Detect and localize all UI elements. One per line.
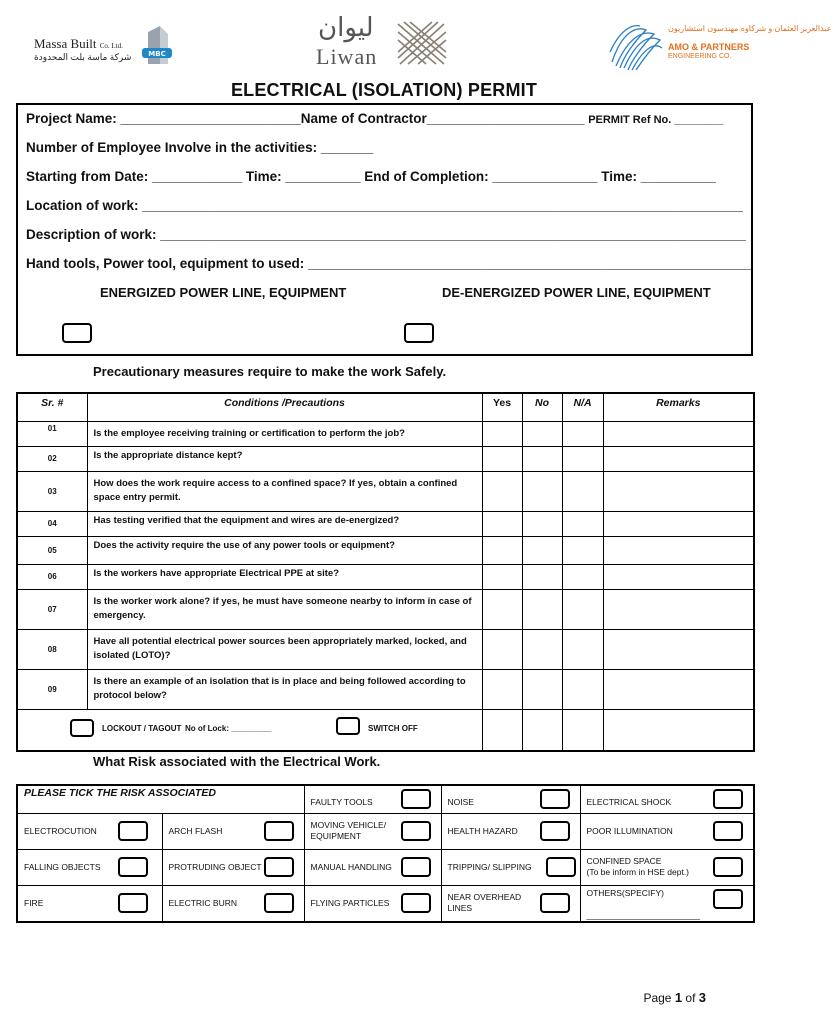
risk-checkbox[interactable]: [118, 893, 148, 913]
employee-count-field[interactable]: Number of Employee Involve in the activities: _______: [26, 140, 374, 155]
no-cell[interactable]: [522, 421, 562, 446]
yes-header: Yes: [482, 393, 522, 421]
risk-label: FALLING OBJECTS: [24, 861, 101, 872]
no-cell[interactable]: [522, 446, 562, 471]
table-row: [17, 471, 754, 511]
risk-checkbox[interactable]: [264, 821, 294, 841]
conditions-header: Conditions /Precautions: [87, 393, 482, 421]
remarks-cell[interactable]: [603, 471, 754, 511]
liwan-latin: Liwan: [316, 44, 378, 69]
remarks-cell[interactable]: [603, 589, 754, 629]
permit-ref-field[interactable]: PERMIT Ref No. ________: [588, 114, 724, 126]
deenergized-label: DE-ENERGIZED POWER LINE, EQUIPMENT: [442, 285, 711, 300]
na-cell[interactable]: [562, 446, 603, 471]
condition-text: Is the worker work alone? if yes, he must have someone nearby to inform in case of emergency.: [87, 589, 482, 629]
liwan-weave-icon: [396, 20, 448, 66]
table-row: [17, 849, 754, 885]
massa-badge-text: MBC: [148, 50, 166, 58]
risk-checkbox[interactable]: [713, 857, 743, 877]
row-number: 06: [17, 564, 87, 589]
na-cell[interactable]: [562, 709, 603, 751]
na-cell[interactable]: [562, 421, 603, 446]
risk-checkbox[interactable]: [264, 857, 294, 877]
row-number: 03: [17, 471, 87, 511]
page-number: [643, 990, 706, 1005]
condition-text: How does the work require access to a confined space? If yes, obtain a confined space entry permit.: [87, 471, 482, 511]
lockout-cell: [17, 709, 482, 751]
lock-count-field[interactable]: No of Lock: _________: [185, 723, 272, 733]
risk-label: FIRE: [24, 897, 44, 908]
condition-text: Is the employee receiving training or certification to perform the job?: [87, 421, 482, 446]
yes-cell[interactable]: [482, 536, 522, 564]
risk-cell[interactable]: [304, 813, 441, 849]
na-cell[interactable]: [562, 511, 603, 536]
risk-cell[interactable]: [17, 849, 162, 885]
yes-cell[interactable]: [482, 589, 522, 629]
table-row: [17, 511, 754, 536]
na-cell[interactable]: [562, 564, 603, 589]
risk-cell[interactable]: [162, 849, 304, 885]
others-specify-field[interactable]: ________________________: [586, 909, 700, 920]
risk-label: HEALTH HAZARD: [447, 825, 518, 836]
lockout-options: [18, 710, 482, 750]
risk-cell[interactable]: [580, 849, 754, 885]
page-total: 3: [698, 990, 706, 1005]
remarks-cell[interactable]: [603, 446, 754, 471]
risk-label: CONFINED SPACE: [586, 856, 662, 866]
risk-header: PLEASE TICK THE RISK ASSOCIATED: [17, 785, 304, 813]
condition-text: Does the activity require the use of any power tools or equipment?: [87, 536, 482, 564]
tools-field[interactable]: Hand tools, Power tool, equipment to used: ___________________________________________________________: [26, 256, 751, 271]
project-name-field[interactable]: Project Name: ________________________Name of Contractor_____________________: [26, 111, 585, 126]
risk-cell[interactable]: [441, 785, 580, 813]
risk-cell[interactable]: [580, 785, 754, 813]
risk-caption: What Risk associated with the Electrical Work.: [93, 754, 381, 769]
massa-suffix: Co. Ltd.: [99, 42, 123, 50]
na-cell[interactable]: [562, 471, 603, 511]
risk-label: POOR ILLUMINATION: [586, 825, 673, 836]
precaution-caption: Precautionary measures require to make the work Safely.: [93, 364, 447, 379]
massa-name: Massa Built: [34, 36, 97, 51]
no-cell[interactable]: [522, 709, 562, 751]
risk-cell[interactable]: [580, 813, 754, 849]
description-field[interactable]: Description of work: ______________________________________________________________________________: [26, 227, 746, 242]
condition-text: Has testing verified that the equipment and wires are de-energized?: [87, 511, 482, 536]
row-number: 01: [17, 421, 87, 446]
risk-cell[interactable]: [304, 885, 441, 922]
row-number: 09: [17, 669, 87, 709]
table-row: [17, 421, 754, 446]
yes-cell[interactable]: [482, 564, 522, 589]
condition-text: Is the workers have appropriate Electrical PPE at site?: [87, 564, 482, 589]
risk-checkbox[interactable]: [540, 893, 570, 913]
row-number: 08: [17, 629, 87, 669]
amo-partners-logo: [606, 20, 832, 74]
condition-text: Is the appropriate distance kept?: [87, 446, 482, 471]
risk-cell[interactable]: [162, 813, 304, 849]
na-cell[interactable]: [562, 629, 603, 669]
lockout-checkbox[interactable]: [70, 719, 94, 737]
no-cell[interactable]: [522, 629, 562, 669]
no-cell[interactable]: [522, 589, 562, 629]
risk-label: ELECTRIC BURN: [168, 897, 237, 908]
table-row: [17, 785, 754, 813]
remarks-cell[interactable]: [603, 709, 754, 751]
table-row: [17, 589, 754, 629]
remarks-cell[interactable]: [603, 669, 754, 709]
risk-checkbox[interactable]: [713, 821, 743, 841]
amo-name: AMO & PARTNERS: [668, 42, 750, 52]
risk-cell[interactable]: [304, 785, 441, 813]
risk-checkbox[interactable]: [401, 821, 431, 841]
risk-checkbox[interactable]: [264, 893, 294, 913]
precautions-table: [16, 392, 755, 752]
risk-checkbox[interactable]: [118, 857, 148, 877]
row-number: 02: [17, 446, 87, 471]
na-cell[interactable]: [562, 669, 603, 709]
massa-building-icon: [138, 24, 174, 66]
page-current: 1: [674, 990, 683, 1005]
no-cell[interactable]: [522, 669, 562, 709]
switch-off-label: SWITCH OFF: [368, 723, 418, 733]
sr-header: Sr. #: [17, 393, 87, 421]
table-row: [17, 564, 754, 589]
risk-label: NOISE: [447, 796, 474, 807]
liwan-arabic: ليوان: [318, 12, 374, 42]
risk-label: PROTRUDING OBJECT: [168, 861, 262, 872]
na-cell[interactable]: [562, 536, 603, 564]
no-header: No: [522, 393, 562, 421]
risk-cell[interactable]: [304, 849, 441, 885]
risk-checkbox[interactable]: [713, 789, 743, 809]
risk-label: FAULTY TOOLS: [310, 796, 373, 807]
risk-checkbox[interactable]: [401, 857, 431, 877]
risk-cell[interactable]: [441, 885, 580, 922]
table-header-row: [17, 393, 754, 421]
table-row: [17, 885, 754, 922]
risk-table: [16, 784, 755, 923]
table-row: [17, 629, 754, 669]
risk-checkbox[interactable]: [401, 789, 431, 809]
remarks-cell[interactable]: [603, 421, 754, 446]
na-cell[interactable]: [562, 589, 603, 629]
risk-label: MANUAL HANDLING: [310, 861, 392, 872]
row-number: 05: [17, 536, 87, 564]
no-cell[interactable]: [522, 536, 562, 564]
yes-cell[interactable]: [482, 669, 522, 709]
project-contractor-line[interactable]: [26, 111, 723, 126]
yes-cell[interactable]: [482, 421, 522, 446]
risk-checkbox[interactable]: [118, 821, 148, 841]
date-time-field[interactable]: Starting from Date: ____________ Time: __________ End of Completion: ______________ Time: __________: [26, 169, 716, 184]
risk-cell[interactable]: [580, 885, 754, 922]
risk-checkbox[interactable]: [540, 821, 570, 841]
massa-arabic: شركة ماسة بلت المحدودة: [34, 52, 132, 62]
row-number: 07: [17, 589, 87, 629]
remarks-cell[interactable]: [603, 629, 754, 669]
amo-sub: ENGINEERING CO.: [668, 53, 732, 60]
risk-label: ELECTROCUTION: [24, 825, 97, 836]
risk-label: OTHERS(SPECIFY): [586, 887, 664, 898]
amo-arabic: عبدالعزيز العثمان و شركاوه مهندسون استشاريون: [668, 24, 832, 33]
risk-cell[interactable]: [441, 849, 580, 885]
row-number: 04: [17, 511, 87, 536]
energized-label: ENERGIZED POWER LINE, EQUIPMENT: [100, 285, 347, 300]
amo-scribble-icon: [606, 22, 666, 74]
remarks-cell[interactable]: [603, 564, 754, 589]
no-cell[interactable]: [522, 564, 562, 589]
of-word: of: [685, 991, 696, 1005]
remarks-header: Remarks: [603, 393, 754, 421]
page-title: ELECTRICAL (ISOLATION) PERMIT: [230, 80, 538, 100]
risk-label: NEAR OVERHEAD LINES: [447, 892, 522, 913]
massa-built-logo: [30, 24, 180, 68]
page-word: Page: [643, 991, 672, 1005]
condition-text: Have all potential electrical power sources been appropriately marked, locked, and isolated (LOTO)?: [87, 629, 482, 669]
remarks-cell[interactable]: [603, 536, 754, 564]
yes-cell[interactable]: [482, 446, 522, 471]
risk-label: ARCH FLASH: [168, 825, 223, 836]
yes-cell[interactable]: [482, 511, 522, 536]
yes-cell[interactable]: [482, 471, 522, 511]
risk-cell[interactable]: [162, 885, 304, 922]
energized-checkbox[interactable]: [62, 323, 92, 343]
lockout-row: [17, 709, 754, 751]
risk-cell[interactable]: [441, 813, 580, 849]
no-cell[interactable]: [522, 471, 562, 511]
no-cell[interactable]: [522, 511, 562, 536]
permit-info-box: [16, 103, 753, 356]
risk-label: MOVING VEHICLE/ EQUIPMENT: [310, 820, 387, 841]
yes-cell[interactable]: [482, 709, 522, 751]
na-header: N/A: [562, 393, 603, 421]
risk-checkbox[interactable]: [713, 889, 743, 909]
condition-text: Is there an example of an isolation that is in place and being followed according to protocol below?: [87, 669, 482, 709]
risk-label: ELECTRICAL SHOCK: [586, 796, 672, 807]
risk-cell[interactable]: [17, 885, 162, 922]
table-row: [17, 669, 754, 709]
risk-cell[interactable]: [17, 813, 162, 849]
location-field[interactable]: Location of work: ________________________________________________________________________________: [26, 198, 743, 213]
yes-cell[interactable]: [482, 629, 522, 669]
risk-checkbox[interactable]: [546, 857, 576, 877]
risk-label: TRIPPING/ SLIPPING: [447, 861, 532, 872]
table-row: [17, 813, 754, 849]
risk-checkbox[interactable]: [401, 893, 431, 913]
risk-checkbox[interactable]: [540, 789, 570, 809]
lockout-label: LOCKOUT / TAGOUT: [102, 723, 182, 733]
risk-note: (To be inform in HSE dept.): [586, 867, 690, 877]
table-row: [17, 446, 754, 471]
switch-off-checkbox[interactable]: [336, 717, 360, 735]
table-row: [17, 536, 754, 564]
remarks-cell[interactable]: [603, 511, 754, 536]
liwan-logo: [310, 12, 455, 68]
deenergized-checkbox[interactable]: [404, 323, 434, 343]
risk-label: FLYING PARTICLES: [310, 897, 390, 908]
